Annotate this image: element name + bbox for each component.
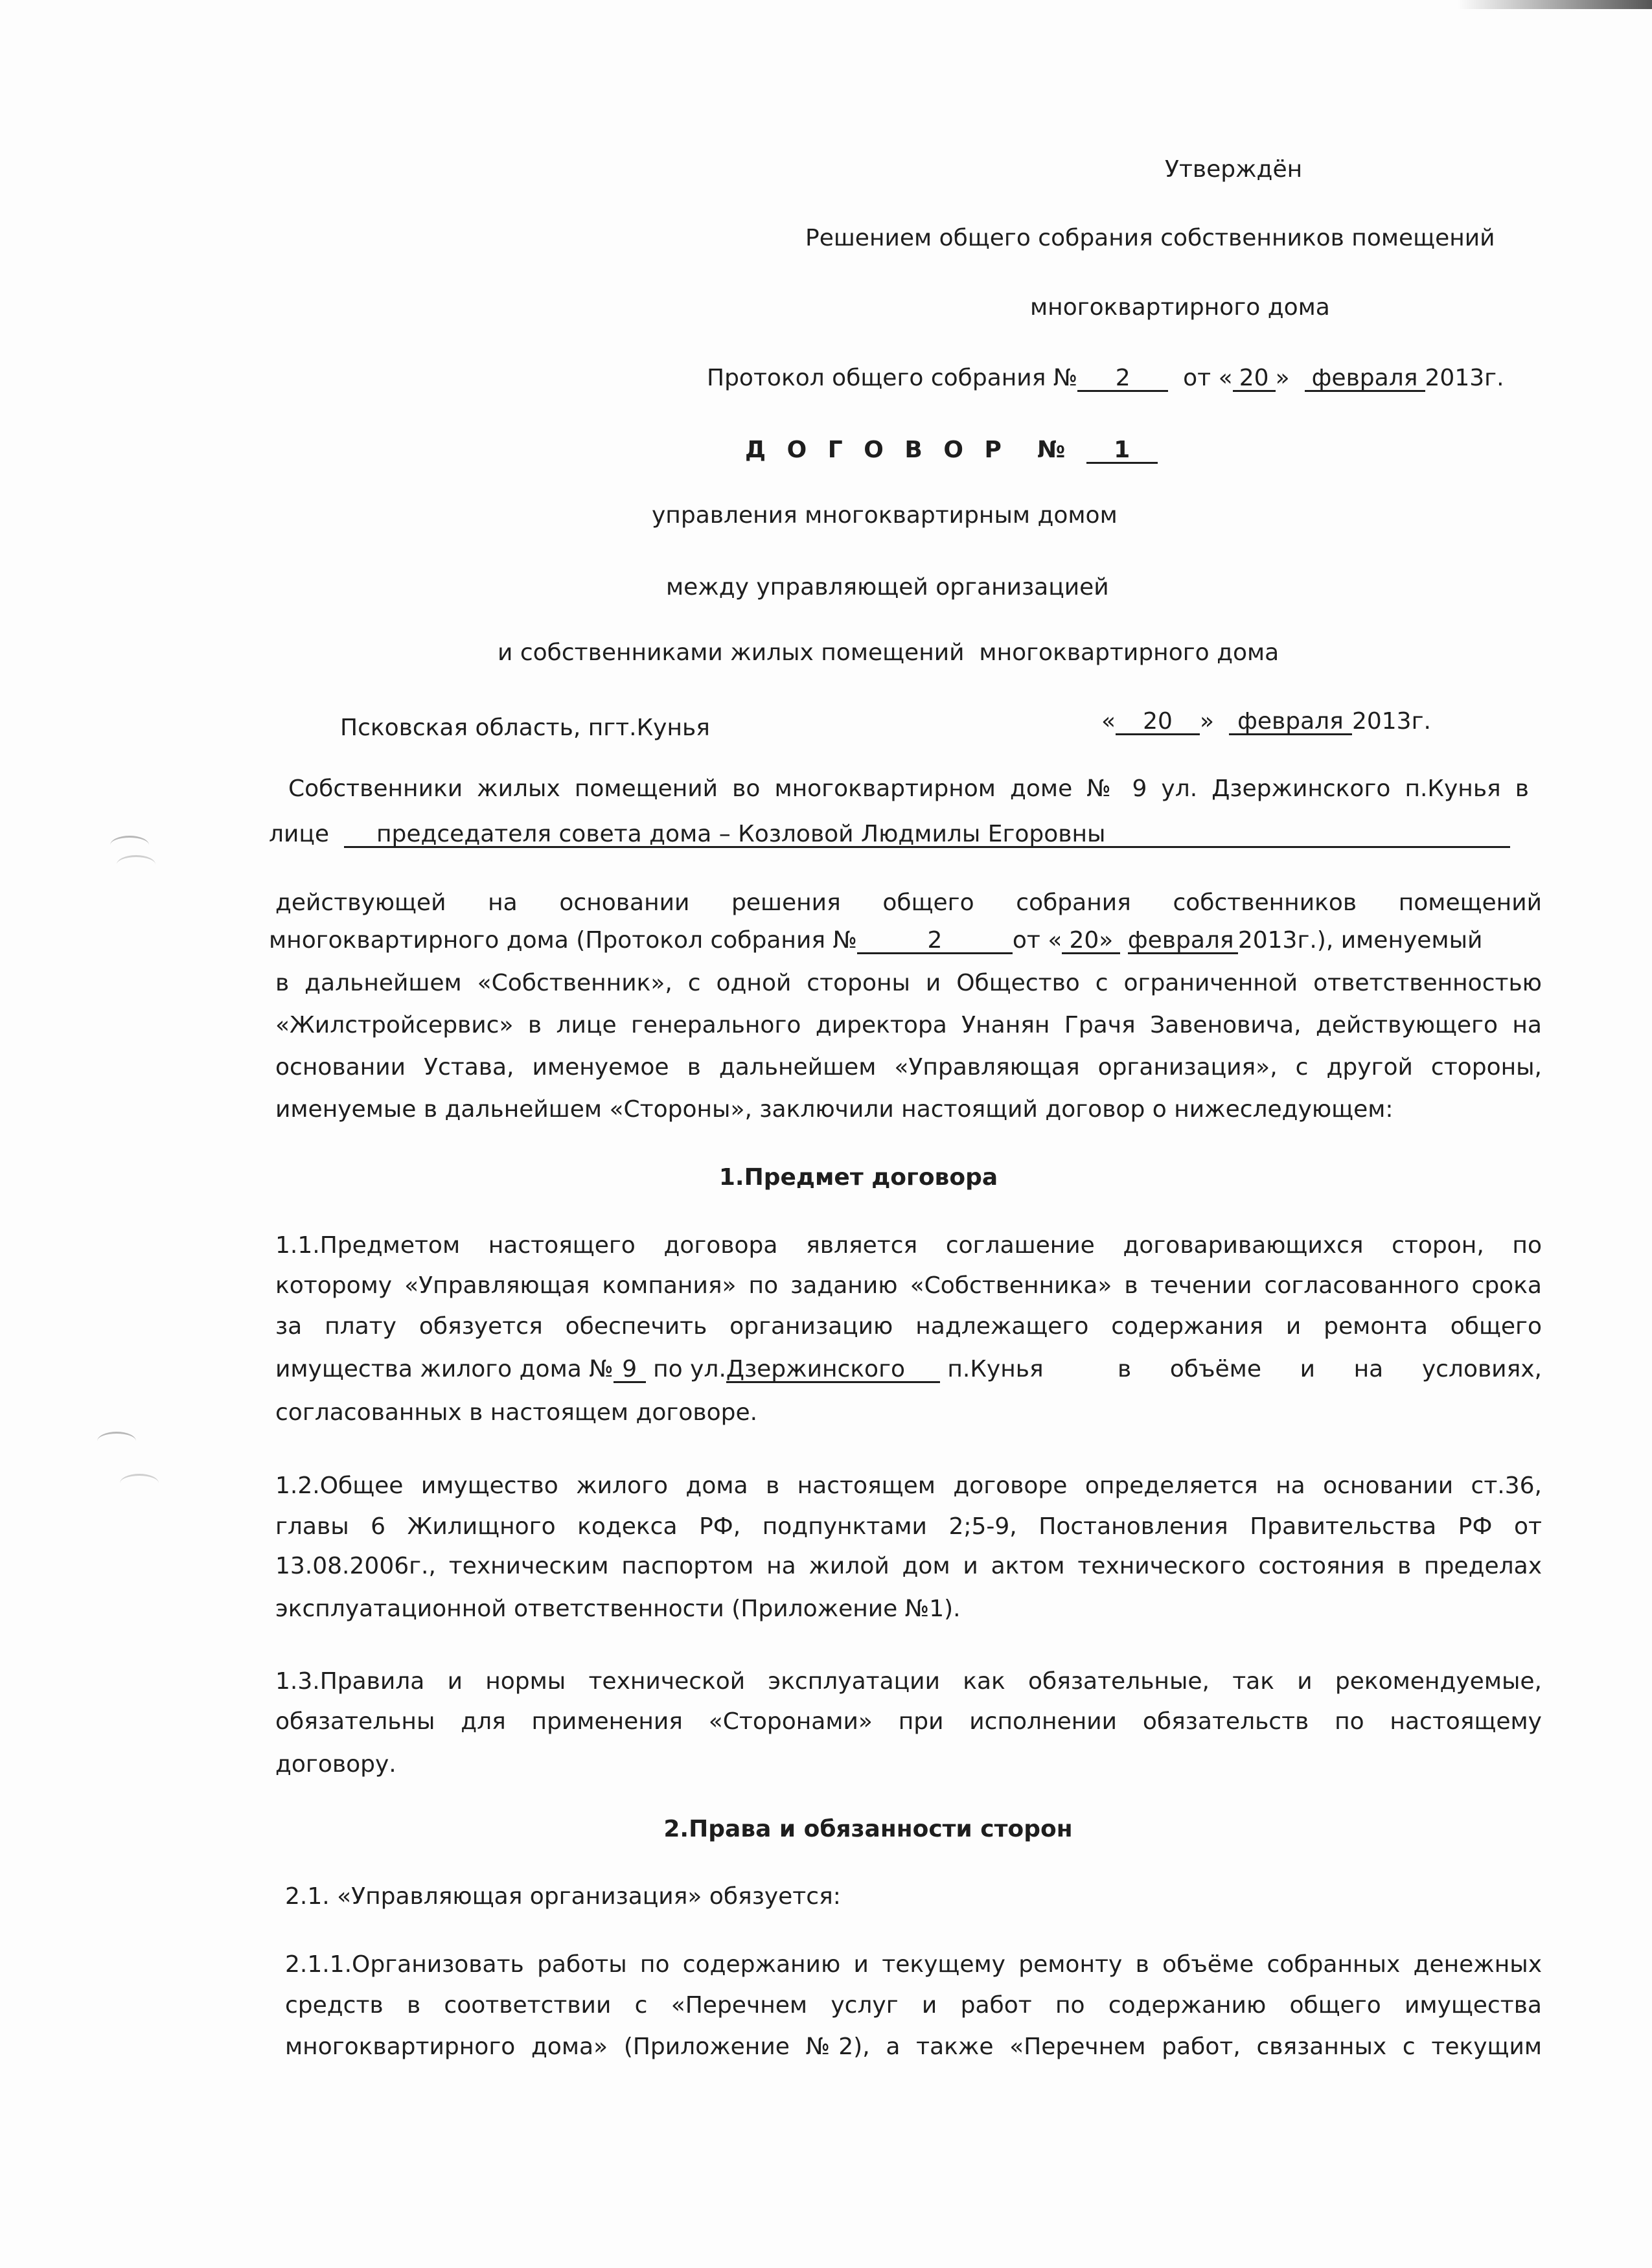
meeting-protocol-prefix: многоквартирного дома (Протокол собрания № <box>269 927 857 954</box>
contract-title-text: Д О Г О В О Р № <box>745 437 1072 463</box>
preamble-line-5: в дальнейшем «Собственник», с одной стороны и Общество с ограниченной ответственностью <box>275 970 1542 996</box>
house-number-prefix: имущества жилого дома № <box>275 1356 614 1382</box>
protocol-number: 2 <box>1077 367 1168 392</box>
protocol-prefix: Протокол общего собрания № <box>707 365 1078 391</box>
contract-subtitle-2: между управляющей организацией <box>666 574 1109 601</box>
protocol-month: февраля <box>1305 367 1425 392</box>
clause-1-1-line-4-suffix: в объёме и на условиях, <box>1118 1356 1542 1382</box>
preamble-line-8: именуемые в дальнейшем «Стороны», заключили настоящий договор о нижеследующем: <box>275 1096 1394 1123</box>
clause-1-3-line-2: обязательны для применения «Сторонами» при исполнении обязательств по настоящему <box>275 1708 1542 1735</box>
clause-1-2-line-1: 1.2.Общее имущество жилого дома в настоящем договоре определяется на основании ст.36, <box>275 1472 1542 1499</box>
preamble-line-4 <box>269 929 1482 954</box>
protocol-from: от « <box>1183 365 1233 391</box>
clause-1-1-line-5: согласованных в настоящем договоре. <box>275 1399 758 1426</box>
clause-1-1-line-1: 1.1.Предметом настоящего договора является соглашение договаривающихся сторон, по <box>275 1232 1542 1259</box>
contract-number: 1 <box>1086 439 1158 464</box>
clause-2-1-1-line-3: многоквартирного дома» (Приложение №2), а также «Перечнем работ, связанных с текущим <box>285 2033 1542 2060</box>
meeting-protocol-from: от « <box>1012 927 1062 954</box>
approval-decision-line: Решением общего собрания собственников помещений <box>805 225 1495 251</box>
contract-date <box>1101 710 1431 735</box>
approval-title: Утверждён <box>1165 156 1303 183</box>
house-number: 9 <box>614 1358 646 1383</box>
clause-2-1-1-line-1: 2.1.1.Организовать работы по содержанию и текущему ремонту в объёме собранных денежных <box>285 1951 1542 1978</box>
meeting-protocol-day: 20» <box>1062 929 1120 954</box>
section-2-heading: 2.Права и обязанности сторон <box>663 1816 1073 1842</box>
protocol-close-quote: » <box>1275 365 1290 391</box>
date-day: 20 <box>1116 710 1200 735</box>
date-open-quote: « <box>1101 708 1116 735</box>
representative-prefix: лице <box>269 821 330 847</box>
preamble-line-3: действующей на основании решения общего собрания собственников помещений <box>275 889 1542 916</box>
street-prefix: по ул. <box>653 1356 726 1382</box>
place: Псковская область, пгт.Кунья <box>340 715 710 741</box>
clause-1-3-line-1: 1.3.Правила и нормы технической эксплуатации как обязательные, так и рекомендуемые, <box>275 1668 1542 1695</box>
protocol-year: 2013г. <box>1425 365 1504 391</box>
preamble-line-2 <box>269 823 1510 848</box>
preamble-line-1: Собственники жилых помещений во многоквартирном доме № 9 ул. Дзержинского п.Кунья в <box>288 775 1529 802</box>
preamble-line-7: основании Устава, именуемое в дальнейшем «Управляющая организация», с другой стороны, <box>275 1054 1542 1081</box>
clause-1-1-line-4 <box>275 1358 1542 1383</box>
approval-building-line: многоквартирного дома <box>1030 294 1330 321</box>
street-name: Дзержинского <box>726 1358 940 1383</box>
clause-1-2-line-2: главы 6 Жилищного кодекса РФ, подпунктами 2;5-9, Постановления Правительства РФ от <box>275 1513 1542 1540</box>
clause-1-1-line-3: за плату обязуется обеспечить организацию надлежащего содержания и ремонта общего <box>275 1313 1542 1340</box>
meeting-protocol-number: 2 <box>857 929 1013 954</box>
clause-2-1: 2.1. «Управляющая организация» обязуется: <box>285 1883 841 1910</box>
punch-hole-mark <box>117 855 155 874</box>
clause-1-2-line-3: 13.08.2006г., техническим паспортом на жилой дом и актом технического состояния в пределах <box>275 1553 1542 1579</box>
clause-1-2-line-4: эксплуатационной ответственности (Приложение №1). <box>275 1596 961 1622</box>
town-name: п.Кунья <box>947 1356 1044 1382</box>
contract-title <box>745 439 1158 464</box>
approval-protocol-line <box>707 367 1504 392</box>
date-year: 2013г. <box>1351 708 1431 735</box>
contract-subtitle-3: и собственниками жилых помещений многоквартирного дома <box>498 639 1279 666</box>
punch-hole-mark <box>120 1474 159 1493</box>
clause-1-1-line-2: которому «Управляющая компания» по заданию «Собственника» в течении согласованного срока <box>275 1272 1542 1299</box>
section-1-heading: 1.Предмет договора <box>718 1164 998 1191</box>
representative-name: председателя совета дома – Козловой Людмилы Егоровны <box>344 823 1510 848</box>
date-close-quote: » <box>1200 708 1215 735</box>
clause-1-3-line-3: договору. <box>275 1751 396 1778</box>
clause-2-1-1-line-2: средств в соответствии с «Перечнем услуг и работ по содержанию общего имущества <box>285 1992 1542 2019</box>
protocol-day: 20 <box>1233 367 1276 392</box>
contract-subtitle-1: управления многоквартирным домом <box>652 502 1118 529</box>
punch-hole-mark <box>110 836 149 854</box>
meeting-protocol-suffix: 2013г.), именуемый <box>1237 927 1483 954</box>
preamble-line-6: «Жилстройсервис» в лице генерального директора Унанян Грачя Завеновича, действующего на <box>275 1012 1542 1038</box>
meeting-protocol-month: февраля <box>1127 927 1241 954</box>
punch-hole-mark <box>97 1432 136 1450</box>
date-month: февраля <box>1229 710 1352 735</box>
